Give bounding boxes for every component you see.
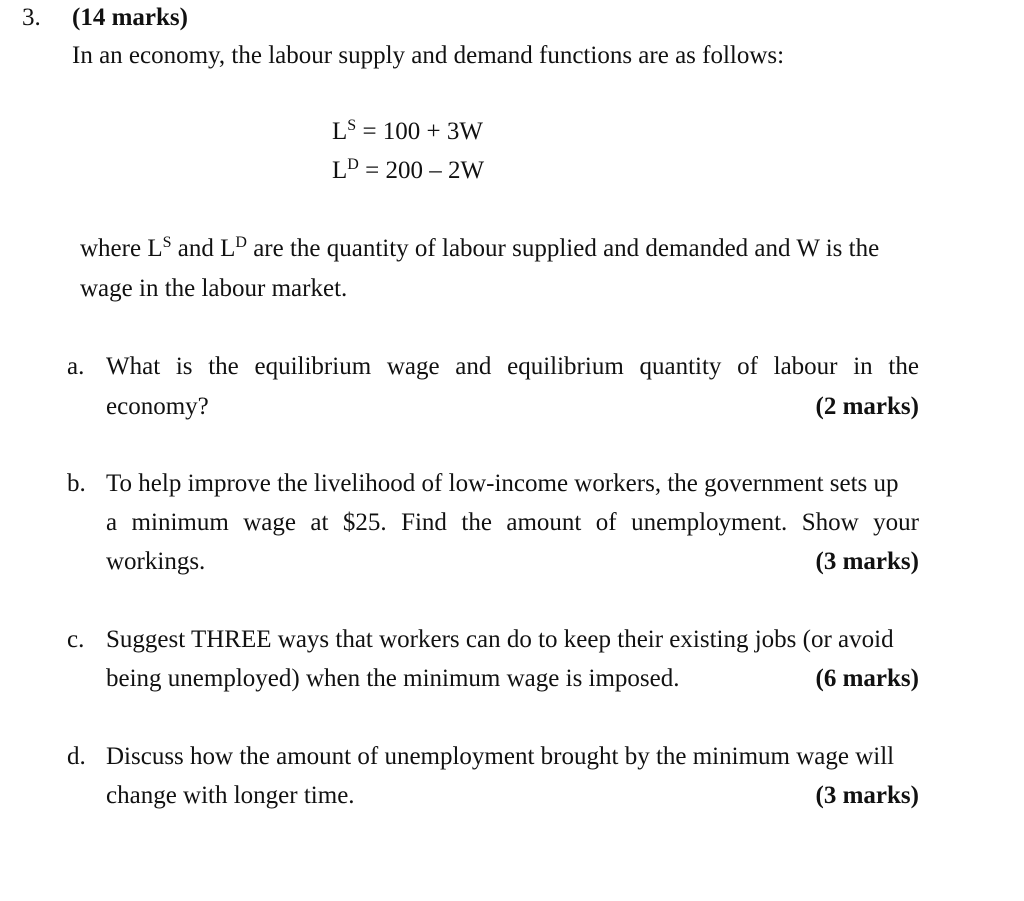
- part-b-line-2-word: of: [595, 509, 617, 536]
- part-c-marks: (6 marks): [815, 665, 919, 692]
- supply-equation: [332, 118, 483, 146]
- definition-text-1: where L: [80, 235, 163, 262]
- part-b-line-2-word: Find: [401, 509, 447, 536]
- part-a-line-1-word: What: [106, 353, 161, 380]
- part-d-line-2: change with longer time.: [106, 782, 355, 809]
- part-a-line-1-word: of: [737, 353, 758, 380]
- part-b-line-2-word: your: [873, 509, 919, 536]
- definition-line-1: [80, 235, 879, 263]
- part-a-line-1: [106, 353, 919, 381]
- part-a-line-2: economy?: [106, 393, 209, 420]
- supply-superscript: S: [347, 117, 357, 134]
- part-a-line-1-word: quantity: [639, 353, 722, 380]
- part-b-line-1: To help improve the livelihood of low-income workers, the government sets up: [106, 470, 899, 497]
- question-number: 3.: [22, 4, 41, 31]
- definition-text-3: are the quantity of labour supplied and demanded and W is the: [246, 235, 880, 262]
- part-a-line-1-word: the: [208, 353, 239, 380]
- part-d-line-1: Discuss how the amount of unemployment brought by the minimum wage will: [106, 743, 895, 770]
- part-b-line-2-word: $25.: [342, 509, 387, 536]
- part-a-line-1-word: equilibrium: [507, 353, 624, 380]
- part-c-letter: c.: [67, 626, 85, 653]
- part-a-line-1-word: wage: [386, 353, 440, 380]
- part-c-line-1: Suggest THREE ways that workers can do to keep their existing jobs (or avoid: [106, 626, 894, 653]
- part-a-line-1-word: is: [175, 353, 193, 380]
- part-b-line-2-word: a: [106, 509, 118, 536]
- definition-sup-d: D: [235, 234, 247, 251]
- question-intro: In an economy, the labour supply and demand functions are as follows:: [72, 42, 785, 69]
- demand-equation: [332, 157, 484, 185]
- question-total-marks: (14 marks): [72, 4, 188, 31]
- demand-rhs: = 200 – 2W: [358, 157, 485, 184]
- part-b-line-2-word: Show: [801, 509, 859, 536]
- part-a-line-1-word: labour: [773, 353, 838, 380]
- part-b-line-2-word: amount: [506, 509, 582, 536]
- part-a-line-1-word: in: [853, 353, 873, 380]
- part-b-marks: (3 marks): [815, 548, 919, 575]
- part-a-line-1-word: equilibrium: [254, 353, 372, 380]
- part-d-letter: d.: [67, 743, 86, 770]
- part-b-line-2: [106, 509, 919, 537]
- part-b-line-2-word: minimum: [131, 509, 229, 536]
- part-b-line-2-word: unemployment.: [631, 509, 788, 536]
- part-c-line-2: being unemployed) when the minimum wage is imposed.: [106, 665, 680, 692]
- demand-superscript: D: [347, 156, 359, 173]
- part-a-letter: a.: [67, 353, 85, 380]
- part-d-marks: (3 marks): [815, 782, 919, 809]
- definition-sup-s: S: [162, 234, 172, 251]
- definition-line-2: wage in the labour market.: [80, 275, 348, 302]
- supply-symbol: L: [332, 118, 348, 145]
- part-a-marks: (2 marks): [815, 393, 919, 420]
- demand-symbol: L: [332, 157, 348, 184]
- part-a-line-1-word: and: [455, 353, 492, 380]
- part-b-line-2-word: the: [461, 509, 492, 536]
- supply-rhs: = 100 + 3W: [356, 118, 483, 145]
- part-a-line-1-word: the: [888, 353, 919, 380]
- part-b-line-2-word: wage: [243, 509, 296, 536]
- part-b-line-3: workings.: [106, 548, 206, 575]
- definition-text-2: and L: [171, 235, 236, 262]
- part-b-letter: b.: [67, 470, 86, 497]
- part-b-line-2-word: at: [310, 509, 329, 536]
